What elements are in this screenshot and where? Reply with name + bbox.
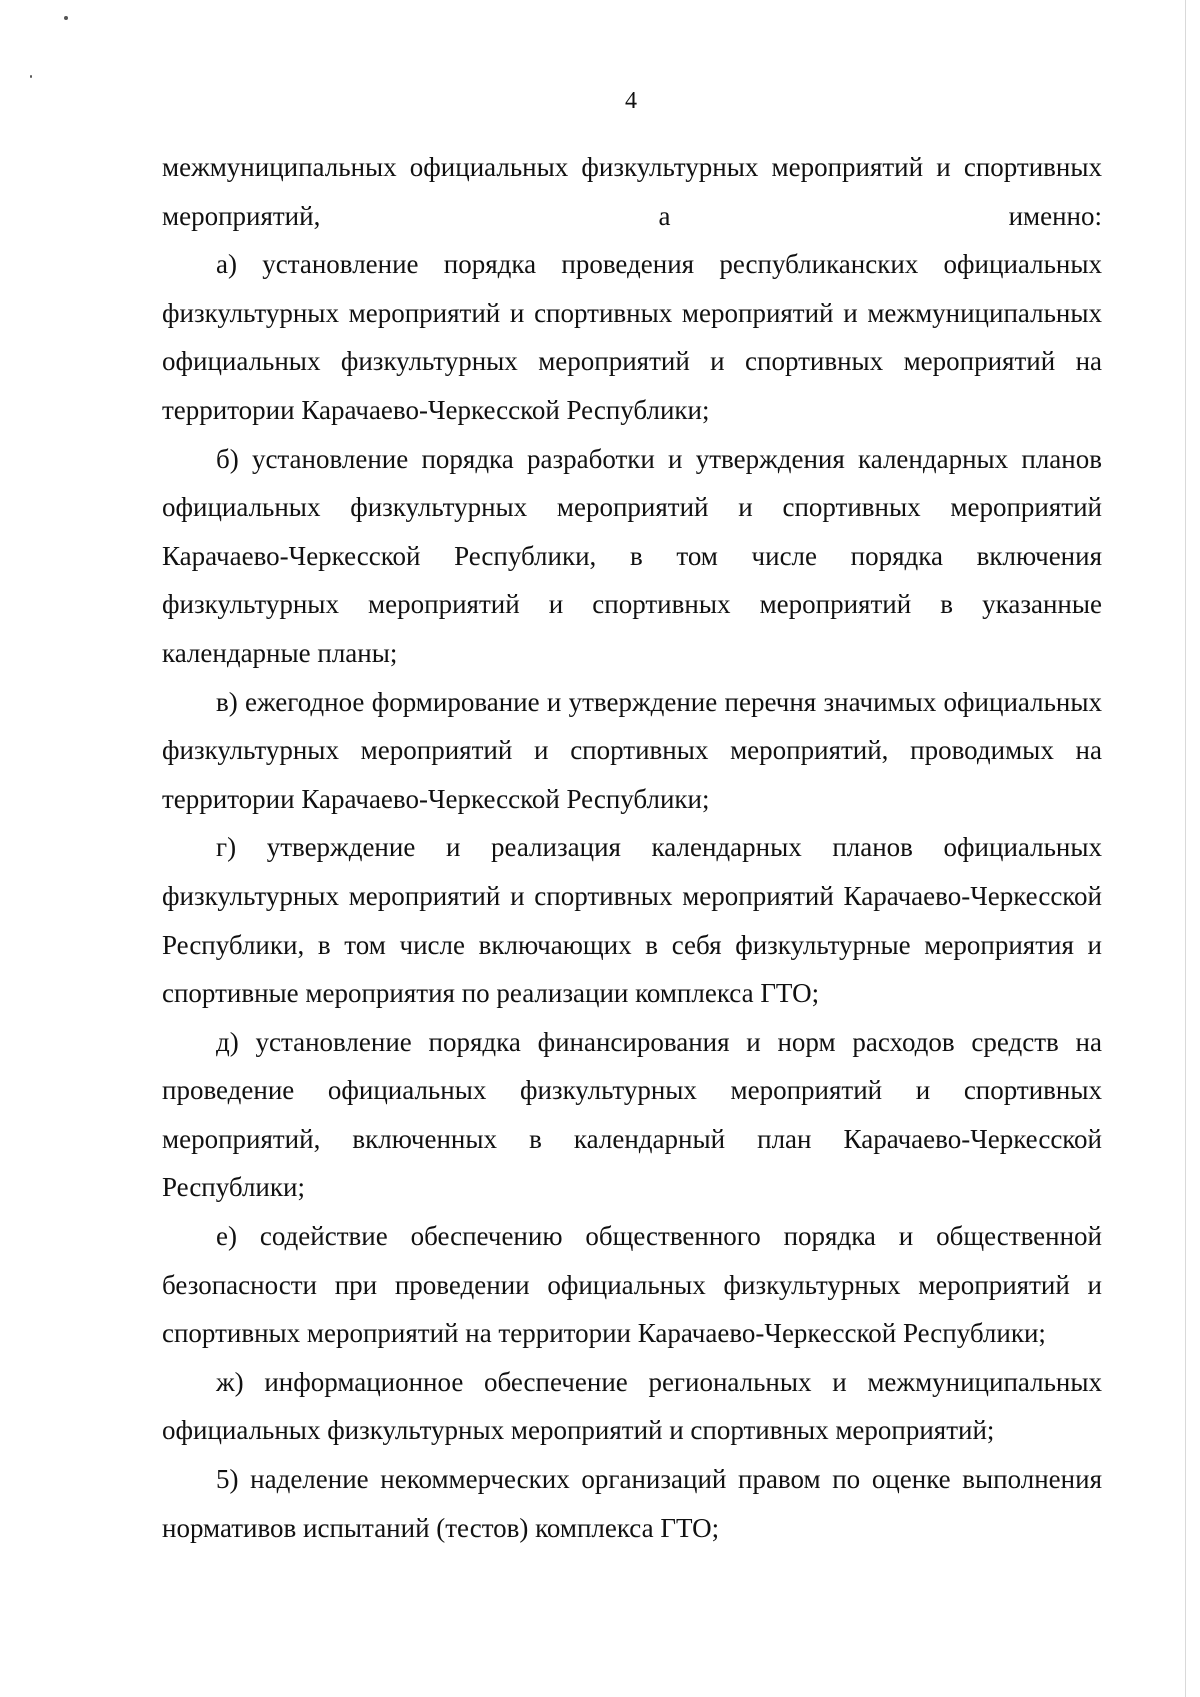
paragraph-item-5: 5) наделение некоммерческих организаций правом по оценке выполнения нормативов испытаний (тестов) комплекса ГТО; <box>162 1464 1102 1543</box>
paragraph-item-v: в) ежегодное формирование и утверждение перечня значимых официальных физкультурных мероприятий и спортивных мероприятий, проводимых на территории Карачаево-Черкесской Республики; <box>162 686 1102 814</box>
paragraph-intro-continuation: межмуниципальных официальных физкультурных мероприятий и спортивных мероприятий, а именно: <box>162 152 1102 231</box>
paragraph-item-a: а) установление порядка проведения республиканских официальных физкультурных мероприятий и спортивных мероприятий и межмуниципальных официальных физкультурных мероприятий и спортивных мероприятий на территории Карачаево-Черкесской Республики; <box>162 249 1102 425</box>
page-number: 4 <box>625 88 637 114</box>
paragraph-item-g: г) утверждение и реализация календарных планов официальных физкультурных мероприятий и спортивных мероприятий Карачаево-Черкесской Республики, в том числе включающих в себя физкультурные мероприятия и спортивные мероприятия по реализации комплекса ГТО; <box>162 832 1102 1009</box>
paragraph-item-e: е) содействие обеспечению общественного порядка и общественной безопасности при проведении официальных физкультурных мероприятий и спортивных мероприятий на территории Карачаево-Черкесской Республики; <box>162 1221 1102 1349</box>
paragraph-item-b: б) установление порядка разработки и утверждения календарных планов официальных физкультурных мероприятий и спортивных мероприятий Карачаево-Черкесской Республики, в том числе порядка включения физкультурных мероприятий и спортивных мероприятий в указанные календарные планы; <box>162 443 1102 668</box>
document-body <box>162 143 1102 1552</box>
scan-speck <box>30 75 32 78</box>
scan-speck <box>64 16 68 20</box>
paragraph-item-zh: ж) информационное обеспечение региональных и межмуниципальных официальных физкультурных мероприятий и спортивных мероприятий; <box>162 1366 1102 1446</box>
paragraph-item-d: д) установление порядка финансирования и норм расходов средств на проведение официальных физкультурных мероприятий и спортивных мероприятий, включенных в календарный план Карачаево-Черкесской Республики; <box>162 1026 1102 1203</box>
scan-edge-line <box>1185 0 1186 1697</box>
